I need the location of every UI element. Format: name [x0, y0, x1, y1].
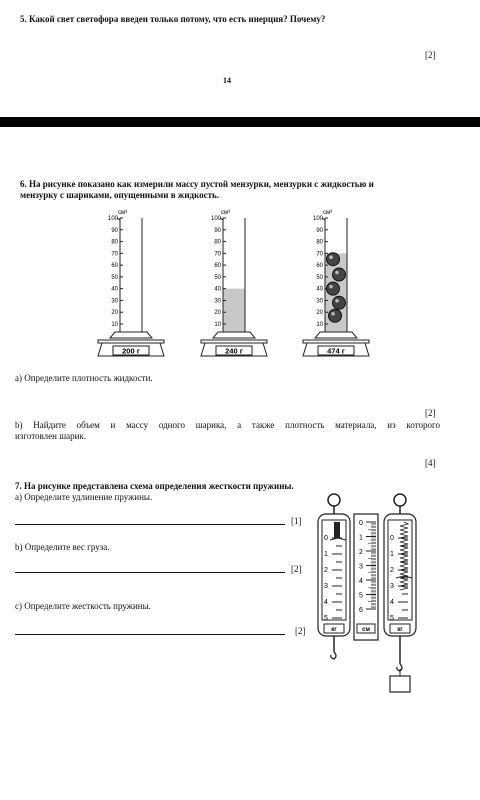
- liquid-fill: [223, 289, 245, 332]
- scale-label: 100: [312, 216, 323, 222]
- spring-scale-empty: [318, 494, 350, 659]
- scale-label: 100: [210, 216, 221, 222]
- hook: [397, 664, 402, 671]
- ball: [327, 253, 340, 266]
- cylinder-base: [213, 332, 255, 338]
- scale-label: 70: [316, 251, 323, 258]
- scale-label: 60: [316, 263, 323, 270]
- measuring-cylinder-3: [303, 210, 369, 356]
- spring-coil: [334, 522, 340, 538]
- question-7a-text: а) Определите удлинение пружины.: [15, 492, 153, 502]
- measuring-cylinder-2: [201, 210, 267, 356]
- mass-reading: 200 г: [122, 346, 140, 356]
- ball-highlight: [329, 285, 333, 289]
- ball: [329, 309, 342, 322]
- question-7c-mark: [2]: [295, 626, 306, 636]
- answer-line-7c: [15, 634, 285, 635]
- scale-label: 40: [111, 286, 118, 293]
- scale-label: 70: [214, 251, 221, 258]
- question-6b-text-line2: изготовлен шарик.: [15, 431, 87, 441]
- spring-scale-figure: [300, 486, 440, 700]
- scale-label: 1: [324, 551, 328, 558]
- unit-label: кг: [397, 627, 403, 633]
- ruler: [354, 514, 378, 640]
- answer-line-7a: [15, 524, 285, 525]
- unit-label: см³: [323, 210, 333, 216]
- scale-label: 30: [111, 298, 118, 305]
- ball: [333, 268, 346, 281]
- ball-highlight: [335, 299, 339, 303]
- page-number: 14: [223, 76, 231, 85]
- question-6-text-line2: мензурку с шариками, опущенными в жидкость.: [20, 190, 220, 200]
- question-6a-text: а) Определите плотность жидкости.: [15, 373, 153, 383]
- ball-highlight: [329, 255, 333, 259]
- cylinders-figure: [0, 200, 480, 365]
- cylinder-base: [110, 332, 152, 338]
- measuring-cylinder-1: [98, 210, 164, 356]
- question-7a-mark: [1]: [291, 516, 302, 526]
- cylinder-base: [315, 332, 357, 338]
- scale-label: 90: [316, 227, 323, 234]
- scale-label: 3: [390, 583, 394, 590]
- scale-label: 10: [316, 322, 323, 328]
- scale-label: 80: [316, 239, 323, 246]
- ball-highlight: [335, 271, 339, 275]
- scale-label: 40: [214, 286, 221, 293]
- scale-label: 40: [316, 286, 323, 293]
- scale-label: 90: [111, 227, 118, 234]
- scale-label: 4: [324, 599, 328, 606]
- scale-label: 30: [214, 298, 221, 305]
- scale-label: 5: [324, 615, 328, 622]
- scale-label: 20: [316, 310, 323, 317]
- scale-label: 90: [214, 227, 221, 234]
- page-separator: [0, 117, 480, 127]
- top-ring: [394, 494, 406, 506]
- question-6b-text-line1: b) Найдите объем и массу одного шарика, а также плотность материала, из которого: [15, 420, 440, 430]
- ruler-label: 1: [359, 534, 363, 542]
- ball: [327, 282, 340, 295]
- unit-label: см³: [221, 210, 231, 216]
- unit-label: см³: [118, 210, 128, 216]
- scale-label: 20: [111, 310, 118, 317]
- scale-label: 0: [324, 535, 328, 542]
- scale-label: 3: [324, 583, 328, 590]
- scale-label: 80: [214, 239, 221, 246]
- scale-label: 50: [214, 274, 221, 281]
- scale-label: 10: [214, 322, 221, 328]
- scale-label: 70: [111, 251, 118, 258]
- ruler-label: 2: [359, 549, 363, 556]
- weight-block: [390, 676, 410, 692]
- hook: [331, 652, 336, 659]
- question-5-text: 5. Какой свет светофора введен только потому, что есть инерция? Почему?: [20, 14, 326, 24]
- scale-label: 5: [390, 615, 394, 622]
- scale-label: 50: [111, 274, 118, 281]
- scale-label: 2: [324, 567, 328, 574]
- question-7b-mark: [2]: [291, 564, 302, 574]
- mass-reading: 240 г: [225, 346, 243, 356]
- scale-label: 60: [214, 263, 221, 270]
- question-6b-mark: [4]: [425, 458, 436, 468]
- question-6a-mark: [2]: [425, 408, 436, 418]
- ruler-unit-label: см: [362, 627, 370, 633]
- unit-label: кг: [331, 627, 337, 633]
- top-ring: [328, 494, 340, 506]
- mass-reading: 474 г: [327, 346, 345, 356]
- ruler-label: 0: [359, 520, 363, 527]
- scale-label: 0: [390, 535, 394, 542]
- question-6-text-line1: 6. На рисунке показано как измерили массу пустой мензурки, мензурки с жидкостью и: [20, 179, 374, 189]
- ruler-label: 4: [359, 578, 363, 585]
- scale-label: 50: [316, 274, 323, 281]
- answer-line-7b: [15, 572, 285, 573]
- scale-label: 20: [214, 310, 221, 317]
- ruler-label: 6: [359, 607, 363, 614]
- scale-label: 30: [316, 298, 323, 305]
- ruler-label: 3: [359, 563, 363, 571]
- scale-label: 1: [390, 551, 394, 558]
- ball: [333, 296, 346, 309]
- scale-label: 4: [390, 599, 394, 606]
- ball-highlight: [331, 312, 335, 316]
- scale-label: 2: [390, 567, 394, 574]
- question-5-mark: [2]: [425, 50, 436, 60]
- ruler-label: 5: [359, 592, 363, 600]
- question-7-text: 7. На рисунке представлена схема определения жесткости пружины.: [15, 481, 294, 491]
- scale-label: 60: [111, 263, 118, 270]
- scale-label: 100: [107, 216, 118, 222]
- spring-scale-loaded: [384, 494, 416, 692]
- scale-label: 80: [111, 239, 118, 246]
- question-7b-text: b) Определите вес груза.: [15, 542, 110, 552]
- scale-label: 10: [111, 322, 118, 328]
- question-7c-text: c) Определите жесткость пружины.: [15, 601, 151, 611]
